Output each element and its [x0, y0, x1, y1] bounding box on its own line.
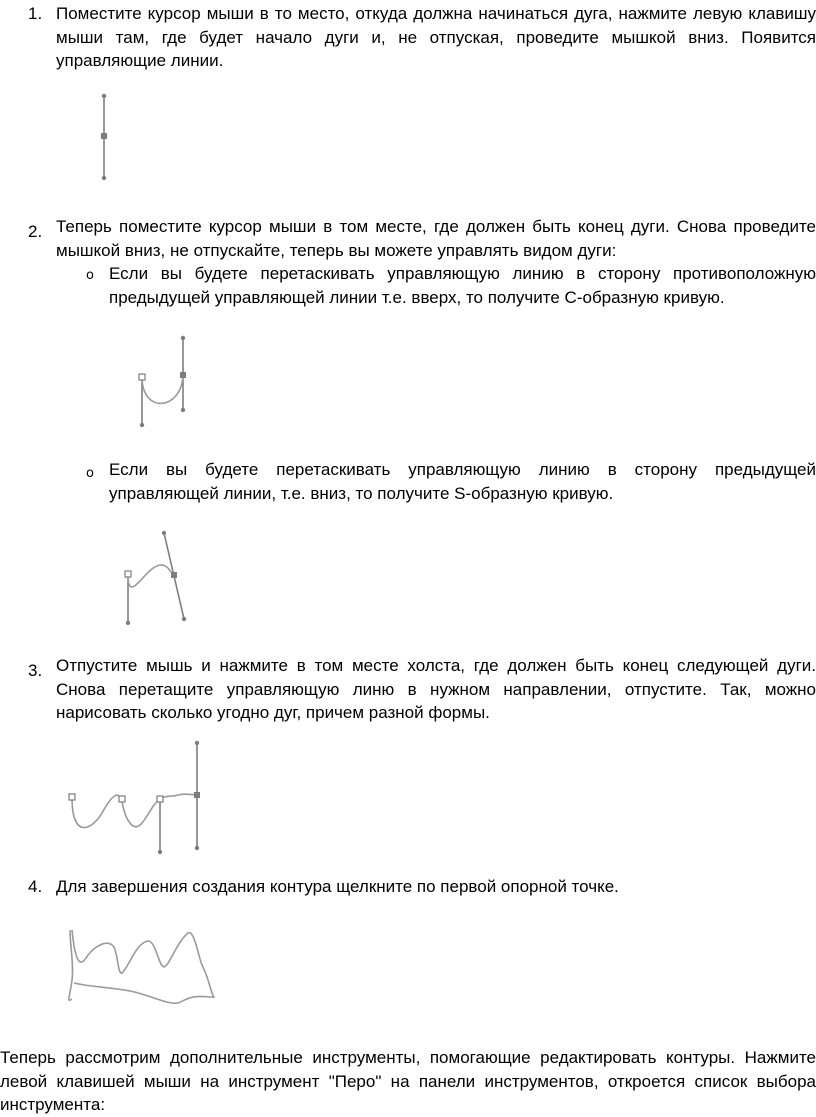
sub-item-1-text: Если вы будете перетаскивать управляющую линию в сторону противоположную предыдущей управляющей линии т.е. вверх, то получите С-образную кривую.	[109, 264, 816, 307]
step-1-text: Поместите курсор мыши в то место, откуда должна начинаться дуга, нажмите левую клавишу мыши там, где будет начало дуги и, не отпуская, проведите мышкой вниз. Появится управляющие линии.	[56, 4, 816, 70]
figure-closed-contour	[60, 925, 220, 1010]
step-3-number: 3.	[28, 661, 43, 680]
step-2-text: Теперь поместите курсор мыши в том месте, где должен быть конец дуги. Снова проведите мышкой вниз, не отпускайте, теперь вы можете управлять видом дуги:	[56, 217, 816, 260]
figure-control-line	[90, 90, 120, 185]
figure-c-curve	[130, 330, 200, 435]
sub-item-2-bullet: o	[86, 466, 94, 481]
step-4-text: Для завершения создания контура щелкните по первой опорной точке.	[56, 877, 619, 896]
step-1-number: 1.	[28, 4, 43, 23]
figure-s-curve	[115, 527, 195, 632]
sub-item-2-text: Если вы будете перетаскивать управляющую линию в сторону предыдущей управляющей линии, т.е. вниз, то получите S-образную кривую.	[109, 460, 816, 503]
step-4-number: 4.	[28, 877, 43, 896]
sub-item-1-bullet: o	[86, 268, 94, 283]
closing-paragraph: Теперь рассмотрим дополнительные инструменты, помогающие редактировать контуры. Нажмите левой клавишей мыши на инструмент "Перо" на панели инструментов, откроется список выбора инструмента:	[0, 1048, 816, 1114]
step-2-number: 2.	[28, 222, 43, 241]
figure-multiple-arcs	[60, 735, 210, 860]
step-3-text: Отпустите мышь и нажмите в том месте холста, где должен быть конец следующей дуги. Снова перетащите управляющую линю в нужном направлении, отпустите. Так, можно нарисовать сколько угодно дуг, причем разной формы.	[56, 656, 816, 722]
